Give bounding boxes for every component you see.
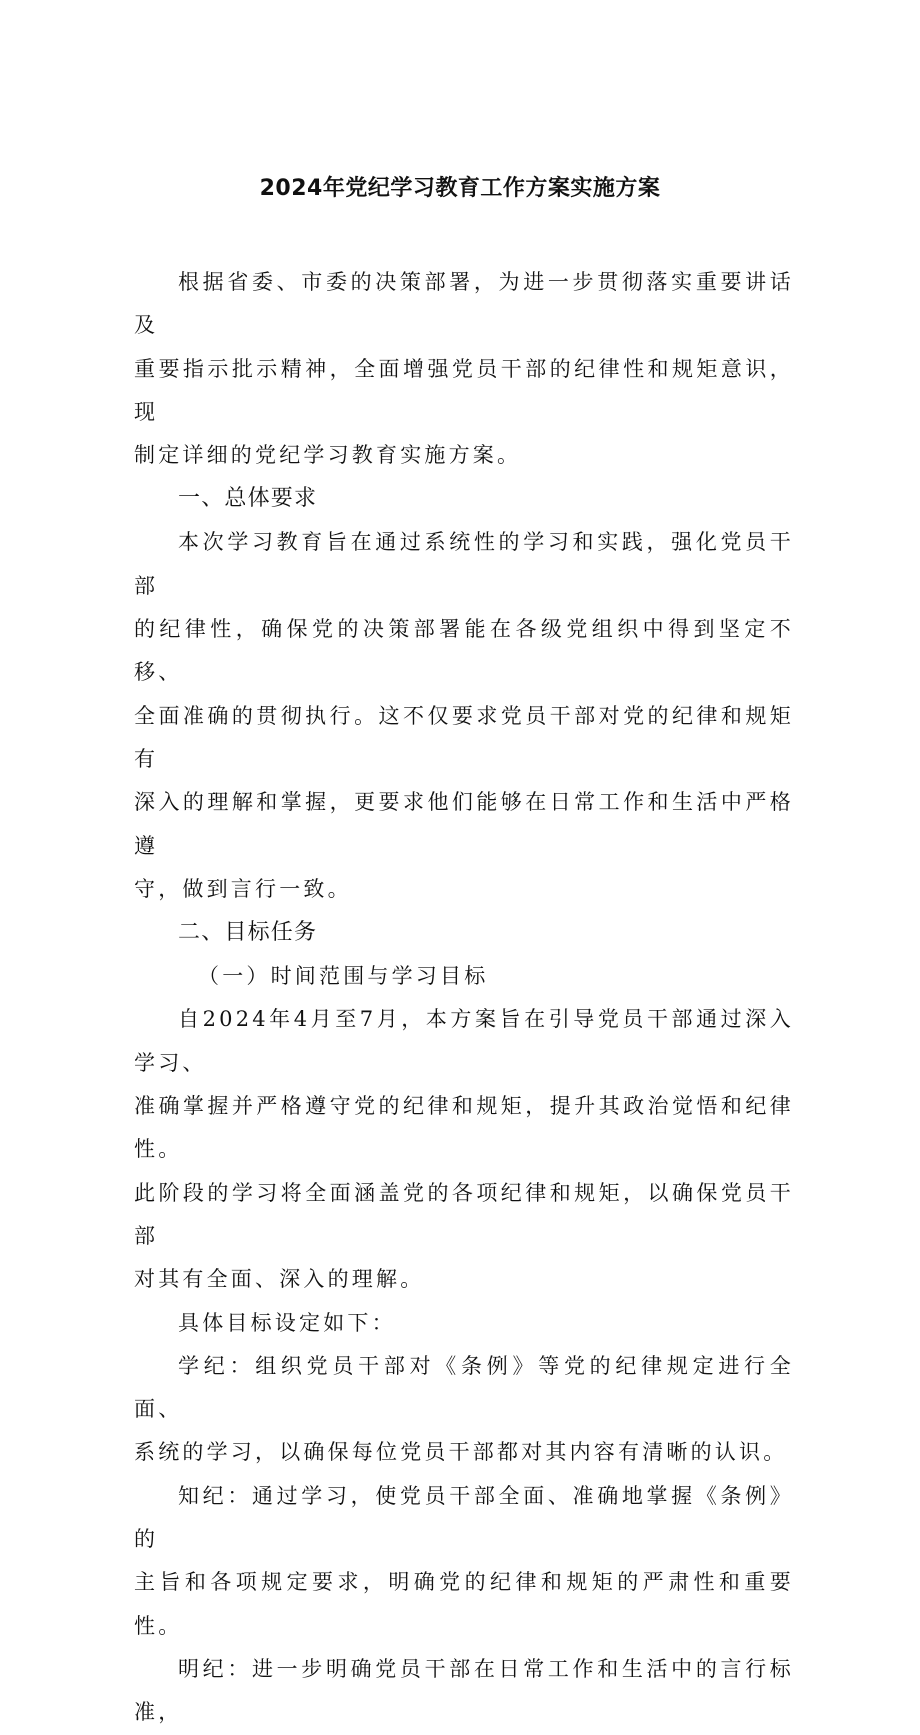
text-line: 学纪：组织党员干部对《条例》等党的纪律规定进行全面、 [134, 1353, 794, 1422]
text-line: 准确掌握并严格遵守党的纪律和规矩，提升其政治觉悟和纪律性。 [134, 1094, 794, 1162]
section1-paragraph [134, 521, 794, 911]
goal-zhiji-paragraph [134, 1475, 794, 1648]
section-heading-goals-tasks: 二、目标任务 [178, 920, 318, 946]
text-line: 对其有全面、深入的理解。 [134, 1267, 425, 1292]
section2-paragraph [134, 998, 794, 1301]
text-line: 此阶段的学习将全面涵盖党的各项纪律和规矩，以确保党员干部 [134, 1180, 794, 1248]
text-line: 根据省委、市委的决策部署，为进一步贯彻落实重要讲话及 [134, 270, 794, 338]
goal-mingji-paragraph [134, 1648, 794, 1735]
text-line: 知纪：通过学习，使党员干部全面、准确地掌握《条例》的 [134, 1483, 794, 1552]
text-line: 的纪律性，确保党的决策部署能在各级党组织中得到坚定不移、 [134, 617, 794, 685]
text-line: 全面准确的贯彻执行。这不仅要求党员干部对党的纪律和规矩有 [134, 703, 794, 771]
text-line: 本次学习教育旨在通过系统性的学习和实践，强化党员干部 [134, 530, 794, 598]
document-body [134, 261, 794, 1735]
text-line: 自2024年4月至7月，本方案旨在引导党员干部通过深入学习、 [134, 1007, 794, 1075]
section-heading-overall-requirements: 一、总体要求 [178, 486, 318, 512]
document-title: 2024年党纪学习教育工作方案实施方案 [259, 176, 661, 201]
subsection-heading-time-range: （一）时间范围与学习目标 [198, 964, 489, 989]
text-line: 深入的理解和掌握，更要求他们能够在日常工作和生活中严格遵 [134, 790, 794, 858]
text-line: 守，做到言行一致。 [134, 876, 352, 901]
text-line: 系统的学习，以确保每位党员干部都对其内容有清晰的认识。 [134, 1440, 788, 1465]
text-line: 制定详细的党纪学习教育实施方案。 [134, 443, 522, 468]
text-line: 明纪：进一步明确党员干部在日常工作和生活中的言行标准， [134, 1656, 794, 1725]
text-line: 主旨和各项规定要求，明确党的纪律和规矩的严肃性和重要性。 [134, 1570, 794, 1638]
intro-paragraph [134, 261, 794, 477]
goals-intro: 具体目标设定如下： [178, 1310, 396, 1335]
text-line: 重要指示批示精神，全面增强党员干部的纪律性和规矩意识，现 [134, 356, 794, 424]
goal-xueji-paragraph [134, 1345, 794, 1475]
